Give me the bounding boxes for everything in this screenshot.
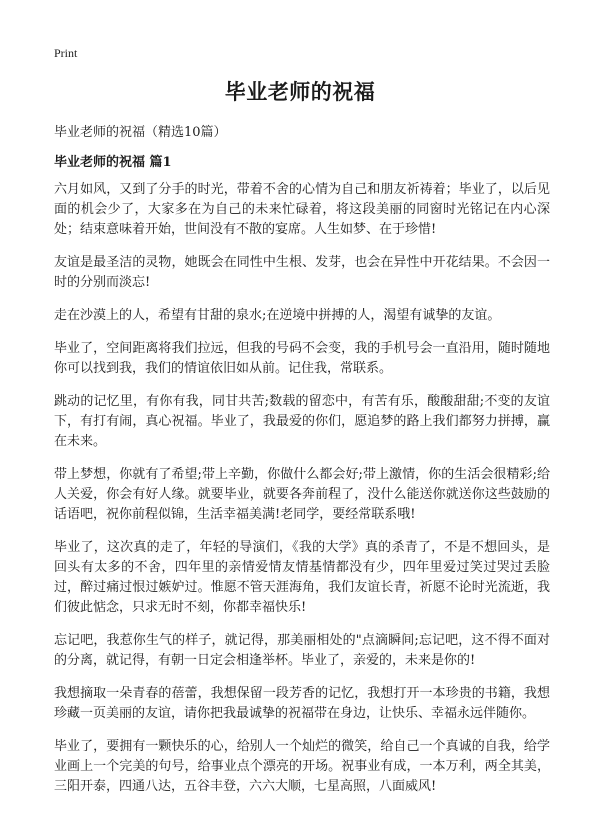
paragraph: 六月如风，又到了分手的时光，带着不舍的心情为自己和朋友祈祷着；毕业了，以后见面的机会少了，大家多在为自己的未来忙碌着，将这段美丽的同窗时光铭记在内心深处；结束意味着开始，世间没有不散的宴席。人生如梦、在于珍惜! <box>54 182 550 237</box>
page-title: 毕业老师的祝福 <box>224 79 376 104</box>
section-heading: 毕业老师的祝福 篇1 <box>54 155 172 170</box>
paragraph: 忘记吧，我惹你生气的样子，就记得，那美丽相处的"点滴瞬间;忘记吧，这不得不面对的分离，就记得，有朝一日定会相逢举杯。毕业了，亲爱的，未来是你的! <box>54 633 550 668</box>
paragraph: 跳动的记忆里，有你有我，同甘共苦;数载的留恋中，有苦有乐，酸酸甜甜;不变的友谊下，有打有闹，真心祝福。毕业了，我最爱的你们，愿追梦的路上我们都努力拼搏，赢在未来。 <box>54 394 550 449</box>
paragraph: 毕业了，空间距离将我们拉远，但我的号码不会变，我的手机号会一直沿用，随时随地你可以找到我，我们的情谊依旧如从前。记住我，常联系。 <box>54 341 550 376</box>
print-link[interactable]: Print <box>54 46 78 60</box>
paragraph: 走在沙漠上的人，希望有甘甜的泉水;在逆境中拼搏的人，渴望有诚挚的友谊。 <box>54 308 501 323</box>
paragraph: 带上梦想，你就有了希望;带上辛勤，你做什么都会好;带上激情，你的生活会很精彩;给人关爱，你会有好人缘。就要毕业，就要各奔前程了，没什么能送你就送你这些鼓励的话语吧，祝你前程似锦，生活幸福美满!老同学，要经常联系哦! <box>54 467 550 522</box>
document-subtitle: 毕业老师的祝福（精选10篇） <box>54 125 227 140</box>
article-body <box>54 180 550 810</box>
paragraph: 毕业了，这次真的走了，年轻的导演们，《我的大学》真的杀青了，不是不想回头，是回头有太多的不舍，四年里的亲情爱情友情基情都没有少，四年里爱过笑过哭过丢脸过，醉过痛过恨过嫉妒过。惟愿不管天涯海角，我们友谊长青，祈愿不论时光流逝，我们彼此惦念，只求无时不刻，你都幸福快乐! <box>54 540 550 615</box>
paragraph: 我想摘取一朵青春的蓓蕾，我想保留一段芳香的记忆，我想打开一本珍贵的书籍，我想珍藏一页美丽的友谊，请你把我最诚挚的祝福带在身边，让快乐、幸福永远伴随你。 <box>54 686 550 721</box>
paragraph: 毕业了，要拥有一颗快乐的心，给别人一个灿烂的微笑，给自己一个真诚的自我，给学业画上一个完美的句号，给事业点个漂亮的开场。祝事业有成，一本万利，两全其美，三阳开泰，四通八达，五谷丰登，六六大顺，七星高照，八面威风! <box>54 739 550 794</box>
paragraph: 友谊是最圣洁的灵物，她既会在同性中生根、发芽，也会在异性中开花结果。不会因一时的分别而淡忘! <box>54 255 550 290</box>
